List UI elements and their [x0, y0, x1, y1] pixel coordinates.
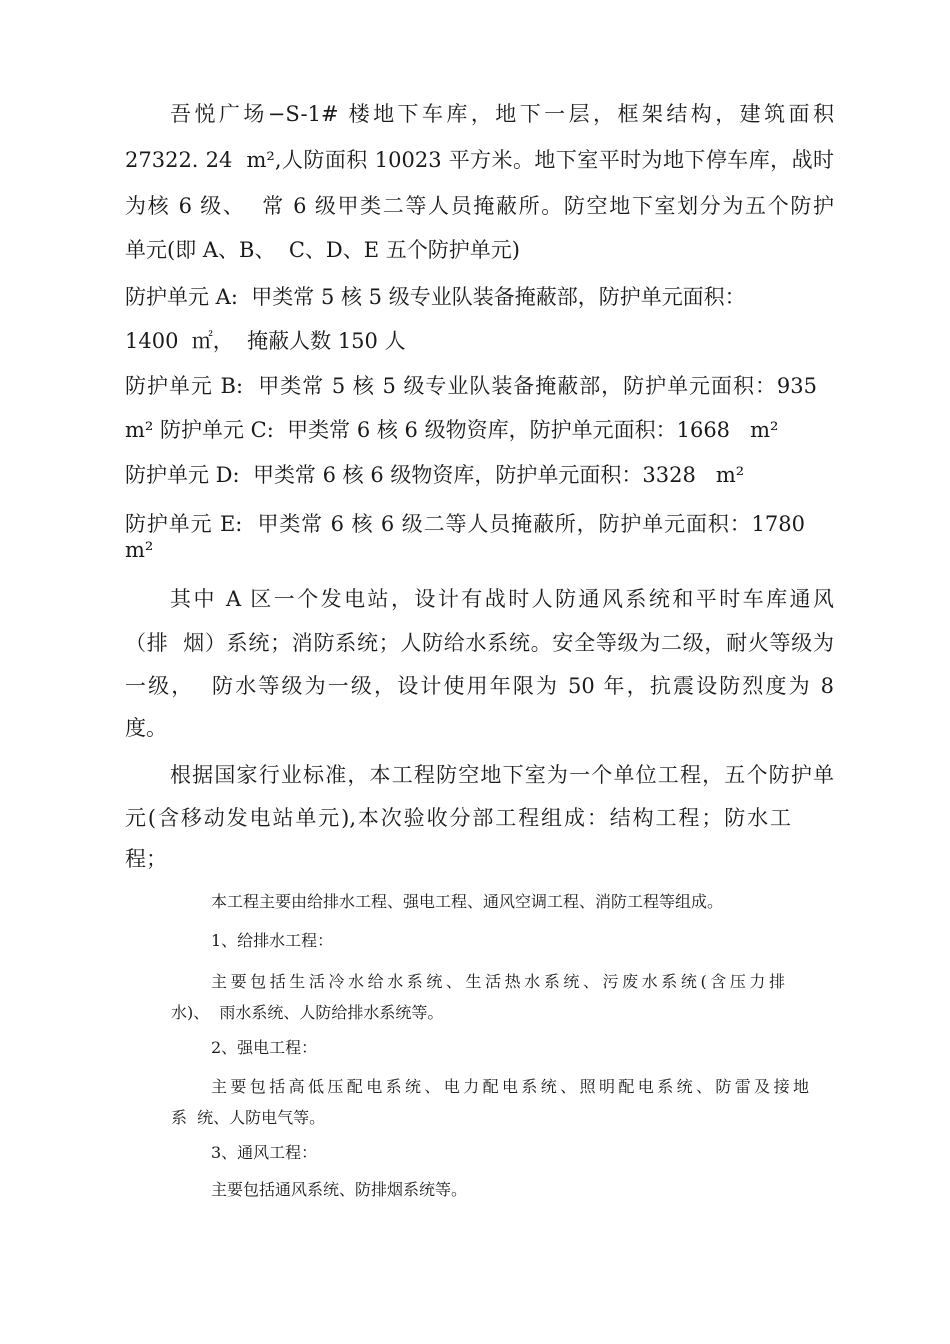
text-line: m² 防护单元 C: 甲类常 6 核 6 级物资库，防护单元面积：1668 m² [125, 418, 779, 442]
text-line: 吾悦广场−S-1# 楼地下车库，地下一层，框架结构，建筑面积 [170, 102, 834, 126]
text-line: 防护单元 A: 甲类常 5 核 5 级专业队装备掩蔽部，防护单元面积： [125, 285, 746, 309]
text-line: 度。 [125, 716, 167, 740]
text-line: 主要包括高低压配电系统、电力配电系统、照明配电系统、防雷及接地 [211, 1077, 809, 1096]
text-line: 一级， 防水等级为一级，设计使用年限为 50 年，抗震设防烈度为 8 [125, 674, 834, 698]
text-line: 水)、 雨水系统、人防给排水系统等。 [171, 1003, 444, 1022]
text-line: m² [125, 538, 154, 562]
text-line: 防护单元 E: 甲类常 6 核 6 级二等人员掩蔽所，防护单元面积：1780 [125, 512, 805, 536]
text-line: 防护单元 B: 甲类常 5 核 5 级专业队装备掩蔽部，防护单元面积：935 [125, 374, 817, 398]
text-line: 27322. 24 m²,人防面积 10023 平方米。地下室平时为地下停车库，战时 [125, 148, 834, 172]
text-line: 程； [125, 847, 167, 871]
text-line: 元(含移动发电站单元),本次验收分部工程组成：结构工程；防水工 [125, 806, 791, 830]
text-line: 本工程主要由给排水工程、强电工程、通风空调工程、消防工程等组成。 [211, 892, 724, 911]
text-line: 为核 6 级、 常 6 级甲类二等人员掩蔽所。防空地下室划分为五个防护 [125, 194, 834, 218]
text-line: 主要包括生活冷水给水系统、生活热水系统、污废水系统(含压力排 [211, 972, 785, 991]
text-line: 主要包括通风系统、防排烟系统等。 [211, 1180, 468, 1199]
text-line: 系 统、人防电气等。 [171, 1108, 326, 1127]
text-line: 单元(即 A、B、 C、D、E 五个防护单元) [125, 238, 520, 262]
text-line: 3、通风工程： [211, 1143, 318, 1162]
text-line: （排 烟）系统；消防系统；人防给水系统。安全等级为二级，耐火等级为 [125, 631, 834, 655]
text-line: 2、强电工程： [211, 1038, 318, 1057]
text-line: 其中 A 区一个发电站，设计有战时人防通风系统和平时车库通风 [170, 587, 834, 611]
text-line: 根据国家行业标准，本工程防空地下室为一个单位工程，五个防护单 [170, 763, 834, 787]
text-line: 1400 ㎡， 掩蔽人数 150 人 [125, 329, 406, 353]
text-line: 1、给排水工程： [211, 931, 334, 950]
text-line: 防护单元 D: 甲类常 6 核 6 级物资库，防护单元面积：3328 m² [125, 463, 745, 487]
